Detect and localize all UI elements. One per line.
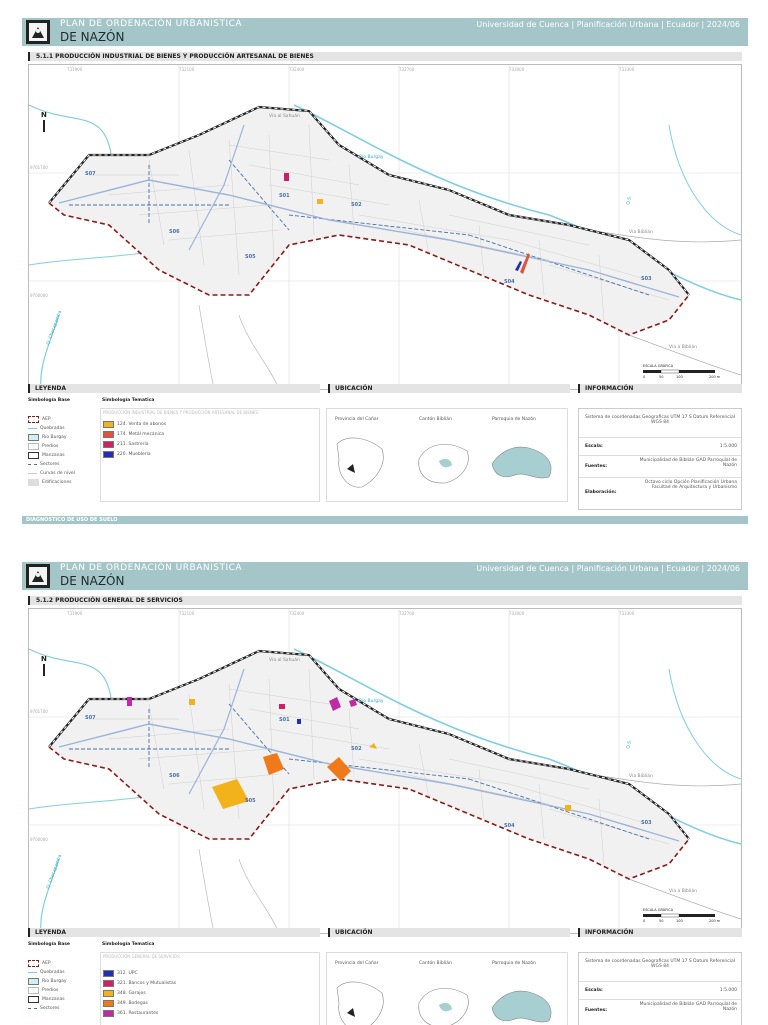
location-header: UBICACIÓN — [328, 384, 570, 393]
x-tick: 733300 — [619, 67, 635, 72]
svg-text:S07: S07 — [85, 171, 96, 177]
svg-text:0: 0 — [643, 919, 646, 923]
info-row: Escala: 1:5.000 — [579, 981, 741, 1000]
scale-bar — [643, 907, 721, 923]
x-tick: 732400 — [289, 611, 305, 616]
svg-text:S02: S02 — [351, 746, 362, 752]
svg-text:0: 0 — [643, 375, 646, 379]
svg-text:100: 100 — [676, 375, 683, 379]
map-sheet-1 — [22, 18, 748, 528]
svg-text:50: 50 — [659, 375, 664, 379]
legend-item: Curvas de nivel — [28, 470, 75, 477]
header-meta: Universidad de Cuenca | Planificación Urbana | Ecuador | 2024/06 — [476, 564, 740, 573]
header-bar — [22, 562, 748, 590]
legend-item: 349. Bodegas — [103, 1000, 148, 1007]
urban-area — [49, 651, 689, 879]
legend-item: Sectores — [28, 1005, 59, 1012]
header-meta: Universidad de Cuenca | Planificación Urbana | Ecuador | 2024/06 — [476, 20, 740, 29]
legend-item: 321. Bancos y Mutualistas — [103, 980, 176, 987]
location-box — [326, 408, 568, 502]
thematic-legend-box — [100, 952, 320, 1025]
x-tick: 731900 — [67, 67, 83, 72]
svg-text:N: N — [41, 111, 47, 119]
legend-base-title: Simbología Base — [28, 398, 70, 403]
x-tick: 733300 — [619, 611, 635, 616]
header-bar — [22, 18, 748, 46]
legend-item: Quebradas — [28, 969, 65, 976]
legend-base-title: Simbología Base — [28, 942, 70, 947]
svg-text:50: 50 — [659, 919, 664, 923]
legend-item: Quebradas — [28, 425, 65, 432]
map-canvas — [29, 609, 741, 933]
svg-text:Q.S.: Q.S. — [626, 195, 634, 206]
svg-text:Vía Biblián: Vía Biblián — [629, 230, 653, 235]
location-box — [326, 952, 568, 1025]
x-tick: 733000 — [509, 611, 525, 616]
section-title-bar — [28, 596, 742, 605]
svg-text:ESCALA GRÁFICA: ESCALA GRÁFICA — [643, 908, 674, 912]
legend-item: 361. Restaurantes — [103, 1010, 158, 1017]
svg-text:S01: S01 — [279, 193, 290, 199]
legend-header: LEYENDA — [28, 928, 320, 937]
svg-text:Vía a Biblián: Vía a Biblián — [669, 889, 698, 894]
map-frame — [28, 608, 742, 934]
legend-item: Río Burgay — [28, 978, 67, 985]
legend-item: Sectores — [28, 461, 59, 468]
title-line-2: DE NAZÓN — [60, 30, 125, 44]
svg-text:200 m: 200 m — [709, 375, 721, 379]
north-arrow-icon — [41, 655, 47, 676]
scale-bar — [643, 363, 721, 379]
marker-restaurante — [127, 697, 132, 706]
location-label: Parroquia de Nazón — [492, 961, 536, 966]
info-header: INFORMACIÓN — [578, 384, 742, 393]
legend-thematic-title: Simbología Tematica — [102, 942, 155, 947]
info-row: Fuentes: Municipalidad de Biblián GAD Parroquial de Nazón — [579, 999, 741, 1022]
marker-venta-abonos — [317, 199, 323, 204]
svg-text:Vía al Sahuán: Vía al Sahuán — [269, 658, 300, 663]
location-header: UBICACIÓN — [328, 928, 570, 937]
section-title: 5.1.2 PRODUCCIÓN GENERAL DE SERVICIOS — [36, 597, 183, 604]
legend-header: LEYENDA — [28, 384, 320, 393]
svg-text:S06: S06 — [169, 229, 180, 235]
legend-item: Predios — [28, 443, 58, 450]
svg-text:S07: S07 — [85, 715, 96, 721]
x-tick: 732400 — [289, 67, 305, 72]
urban-area — [49, 107, 689, 335]
legend-item: 124. Venta de abonos — [103, 421, 166, 428]
legend-item: 174. Metál mecánica — [103, 431, 164, 438]
svg-text:200 m: 200 m — [709, 919, 721, 923]
svg-text:S03: S03 — [641, 820, 652, 826]
info-box — [578, 408, 742, 510]
legend-item: AEP — [28, 416, 51, 423]
svg-text:Q. Chacapamba: Q. Chacapamba — [46, 310, 64, 346]
thematic-legend-box — [100, 408, 320, 502]
info-row: Escala: 1:5.000 — [579, 437, 741, 456]
location-label: Provincia del Cañar — [335, 961, 379, 966]
marker-garaje — [565, 805, 571, 811]
svg-text:Vía Biblián: Vía Biblián — [629, 774, 653, 779]
info-box — [578, 952, 742, 1025]
coords-text: Sistema de coordenadas Geograficas UTM 17 S Datum Referencial WGS 84 — [585, 959, 735, 969]
svg-text:S06: S06 — [169, 773, 180, 779]
x-tick: 731900 — [67, 611, 83, 616]
info-header: INFORMACIÓN — [578, 928, 742, 937]
x-tick: 732700 — [399, 611, 415, 616]
title-line-1: PLAN DE ORDENACIÓN URBANISTICA — [60, 563, 243, 573]
university-logo-icon — [26, 564, 50, 588]
university-logo-icon — [26, 20, 50, 44]
map-sheet-2 — [22, 562, 748, 1024]
svg-text:Río Burgay: Río Burgay — [359, 155, 384, 160]
north-arrow-icon — [41, 111, 47, 132]
svg-text:S04: S04 — [504, 823, 515, 829]
legend-item: 220. Mueblería — [103, 451, 151, 458]
marker-upc — [297, 719, 301, 724]
marker-banco — [279, 704, 285, 709]
thematic-subtitle: PRODUCCIÓN INDUSTRIAL DE BIENES Y PRODUCCIÓN ARTESANAL DE BIENES — [103, 410, 258, 415]
svg-text:S03: S03 — [641, 276, 652, 282]
svg-text:S02: S02 — [351, 202, 362, 208]
marker-sastreria — [284, 173, 289, 181]
thematic-subtitle: PRODUCCIÓN GENERAL DE SERVICIOS — [103, 954, 180, 959]
legend-item: Edificaciones — [28, 479, 71, 486]
map-frame — [28, 64, 742, 390]
legend-item: Río Burgay — [28, 434, 67, 441]
location-label: Parroquia de Nazón — [492, 417, 536, 422]
info-row: Elaboración: Octavo ciclo Opción Planificación Urbana Facultad de Arquitectura y Urbanismo — [579, 477, 741, 508]
svg-text:S05: S05 — [245, 798, 256, 804]
y-tick: 9701700 — [30, 709, 48, 714]
location-label: Cantón Biblián — [419, 417, 452, 422]
marker-garaje — [189, 699, 195, 705]
legend-item: Manzanas — [28, 996, 65, 1003]
legend-item: Predios — [28, 987, 58, 994]
svg-text:ESCALA GRÁFICA: ESCALA GRÁFICA — [643, 364, 674, 368]
x-tick: 732100 — [179, 67, 195, 72]
legend-item: Manzanas — [28, 452, 65, 459]
section-title-bar — [28, 52, 742, 61]
legend-item: 211. Sastrería — [103, 441, 149, 448]
svg-text:100: 100 — [676, 919, 683, 923]
svg-text:Vía a Biblián: Vía a Biblián — [669, 345, 698, 350]
svg-text:Q.S.: Q.S. — [626, 739, 634, 750]
y-tick: 9700000 — [30, 837, 48, 842]
legend-thematic-title: Simbología Tematica — [102, 398, 155, 403]
x-tick: 732700 — [399, 67, 415, 72]
svg-text:Río Burgay: Río Burgay — [359, 699, 384, 704]
svg-text:Q. Chacapamba: Q. Chacapamba — [46, 854, 64, 890]
svg-text:Vía al Sahuán: Vía al Sahuán — [269, 114, 300, 119]
y-tick: 9700000 — [30, 293, 48, 298]
footer-bar: DIAGNOSTICO DE USO DE SUELO — [22, 516, 748, 524]
info-row: Fuentes: Municipalidad de Biblián GAD Parroquial de Nazón — [579, 455, 741, 478]
x-tick: 733000 — [509, 67, 525, 72]
x-tick: 732100 — [179, 611, 195, 616]
title-line-2: DE NAZÓN — [60, 574, 125, 588]
legend-item: 348. Garajes — [103, 990, 146, 997]
legend-item: AEP — [28, 960, 51, 967]
coords-text: Sistema de coordenadas Geograficas UTM 17 S Datum Referencial WGS 84 — [585, 415, 735, 425]
section-title: 5.1.1 PRODUCCIÓN INDUSTRIAL DE BIENES Y PRODUCCIÓN ARTESANAL DE BIENES — [36, 53, 314, 60]
svg-text:N: N — [41, 655, 47, 663]
title-line-1: PLAN DE ORDENACIÓN URBANISTICA — [60, 19, 243, 29]
map-canvas — [29, 65, 741, 389]
svg-text:S04: S04 — [504, 279, 515, 285]
location-label: Provincia del Cañar — [335, 417, 379, 422]
y-tick: 9701700 — [30, 165, 48, 170]
svg-text:S05: S05 — [245, 254, 256, 260]
legend-item: 312. UPC — [103, 970, 138, 977]
svg-text:S01: S01 — [279, 717, 290, 723]
location-label: Cantón Biblián — [419, 961, 452, 966]
